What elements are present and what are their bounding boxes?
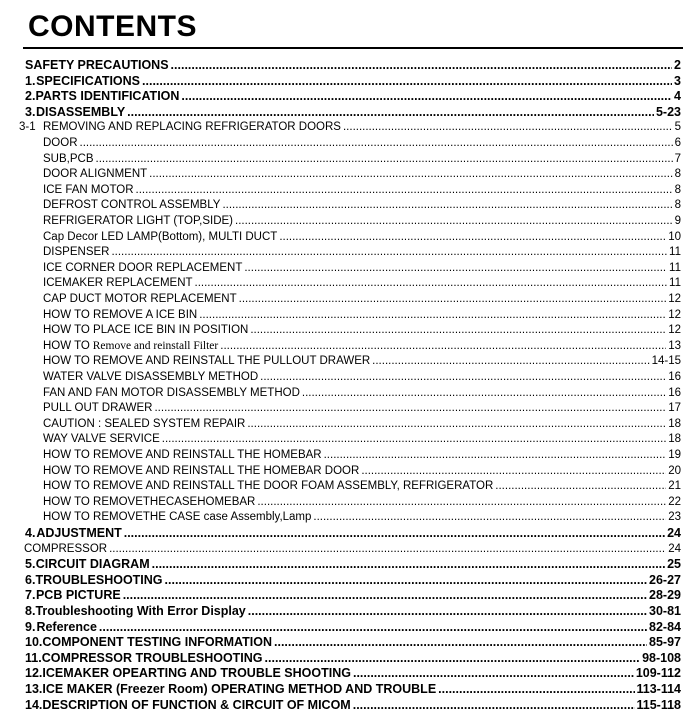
toc-entry-label: Cap Decor LED LAMP(Bottom), MULTI DUCT [43,230,278,243]
toc-entry[interactable] [25,620,681,635]
toc-entry[interactable] [43,230,681,245]
toc-entry-label: Troubleshooting With Error Display [35,604,246,618]
page-number: 9 [674,215,681,227]
section-number: 2. [25,89,36,104]
page-number: 20 [668,464,681,477]
page-number: 16 [668,386,681,399]
dot-leader [265,651,641,666]
dot-leader [244,261,667,276]
section-number: 1. [25,73,36,88]
dot-leader [260,370,666,385]
dot-leader [142,74,672,89]
toc-entry-label: ICE CORNER DOOR REPLACEMENT [43,261,243,274]
dot-leader [152,557,665,572]
dot-leader [313,510,666,525]
dot-leader [195,276,668,291]
section-number: 10. [25,635,43,650]
toc-entry-label: PCB PICTURE [35,588,121,603]
dot-leader [274,635,647,650]
toc-row [0,74,693,89]
page-number: 11 [669,277,681,290]
toc-entry-label: HOW TO REMOVE AND REINSTALL THE DOOR FOAM ASSEMBLY, REFRIGERATOR [43,480,494,493]
dot-leader [99,620,647,635]
section-number: 9. [25,619,36,634]
toc-entry[interactable] [43,120,681,135]
toc-row [0,510,693,525]
section-number: 13. [25,682,43,696]
toc-entry-label: HOW TO REMOVE AND REINSTALL THE PULLOUT DRAWER [43,355,371,368]
page-number: 30-81 [649,604,681,618]
page-number: 28-29 [649,588,681,603]
toc-entry[interactable] [43,136,681,151]
page-number: 23 [668,511,681,524]
toc-row [0,308,693,323]
toc-entry[interactable] [25,604,681,619]
dot-leader [353,666,634,681]
section-number: 3-1 [19,121,36,134]
section-number: 8. [25,604,36,618]
toc-row [0,417,693,432]
toc-entry[interactable] [43,386,681,401]
dot-leader [123,588,647,603]
page-number: 2 [674,58,681,72]
section-number: 14. [25,697,43,712]
toc-row [0,292,693,307]
page-number: 22 [668,495,681,508]
toc-row [0,136,693,151]
toc-entry[interactable] [25,682,681,697]
page-number: 5-23 [655,104,681,119]
toc-row [0,573,693,588]
page-number: 8 [674,183,681,196]
toc-entry[interactable] [25,526,681,541]
toc-row [0,635,693,650]
page-number: 19 [668,449,681,461]
toc-entry[interactable] [43,183,681,198]
page-number: 14-15 [651,355,681,368]
page-number: 13 [668,339,681,352]
toc-row [0,666,693,681]
toc-entry-label: Reference [36,619,97,634]
toc-entry[interactable] [43,354,681,369]
dot-leader [235,214,673,229]
toc-row [0,120,693,135]
page-number: 8 [674,199,681,212]
dot-leader [248,604,647,619]
toc-entry-label: FAN AND FAN MOTOR DISASSEMBLY METHOD [43,386,300,399]
page-number: 18 [668,417,681,430]
page-number: 12 [668,324,681,337]
toc-entry-label: DISPENSER [43,246,110,259]
page-number: 25 [667,557,681,572]
dot-leader [250,323,666,338]
toc-row [0,479,693,494]
toc-entry-label: HOW TO REMOVE AND REINSTALL THE HOMEBAR [43,449,322,461]
page-number: 18 [668,433,681,446]
dot-leader [181,89,672,104]
toc-entry[interactable] [25,666,681,681]
toc-entry[interactable] [43,495,681,510]
toc-row [0,432,693,447]
toc-entry[interactable] [43,308,681,323]
toc-row [0,183,693,198]
toc-entry-label: WATER VALVE DISASSEMBLY METHOD [43,371,259,383]
dot-leader [247,417,666,432]
toc-entry[interactable] [25,698,681,713]
dot-leader [353,698,635,713]
dot-leader [361,464,666,479]
toc-row [0,448,693,463]
toc-entry[interactable] [43,198,681,213]
toc-row [0,651,693,666]
toc-row [0,401,693,416]
dot-leader [302,386,666,401]
dot-leader [372,354,649,369]
toc-entry-label: PULL OUT DRAWER [43,402,153,415]
toc-row [0,167,693,182]
section-number: 3. [25,104,36,119]
dot-leader [96,152,673,167]
toc-entry-label: HOW TO REMOVE AND REINSTALL THE HOMEBAR DOOR [43,464,360,477]
toc-row [0,89,693,104]
toc-entry[interactable] [43,214,681,229]
toc-entry-label: REFRIGERATOR LIGHT (TOP,SIDE) [43,215,233,227]
dot-leader [127,105,654,120]
page-number: 11 [669,246,681,259]
toc-entry-label: CIRCUIT DIAGRAM [35,557,150,572]
dot-leader [165,573,647,588]
toc-entry-label: ICE MAKER (Freezer Room) OPERATING METHOD AND TROUBLE [42,682,437,696]
toc-row [0,230,693,245]
toc-row [0,698,693,713]
toc-entry-label: ICE FAN MOTOR [43,183,134,196]
toc-row [0,339,693,354]
toc-entry[interactable] [43,464,681,479]
dot-leader [279,230,666,245]
toc-row [0,526,693,541]
page-number: 21 [668,480,681,493]
section-number: 12. [25,666,43,681]
toc-entry[interactable] [43,479,681,494]
toc-entry[interactable] [25,89,681,104]
toc-row [0,198,693,213]
dot-leader [222,198,672,213]
toc-row [0,620,693,635]
page-number: 24 [667,526,681,540]
dot-leader [162,432,666,447]
page-number: 5 [674,121,681,134]
dot-leader [324,448,667,463]
page-number: 8 [674,168,681,181]
toc-row [0,464,693,479]
toc-row [0,245,693,260]
dot-leader [343,120,673,135]
page-number: 85-97 [649,635,681,650]
toc-entry[interactable] [43,323,681,338]
toc-entry-label: SPECIFICATIONS [36,73,141,88]
page-number: 26-27 [649,572,681,587]
title-divider [23,47,683,49]
page-title: CONTENTS [28,10,197,43]
toc-entry[interactable] [43,276,681,291]
section-number: 5. [25,557,36,572]
toc-entry-label: CAUTION : SEALED SYSTEM REPAIR [43,417,246,430]
toc-entry[interactable] [43,339,681,354]
toc-entry[interactable] [43,432,681,447]
toc-entry-label: DISASSEMBLY [36,104,126,119]
page-number: 24 [668,542,681,555]
toc-entry-label: PARTS IDENTIFICATION [35,89,180,104]
dot-leader [495,479,666,494]
dot-leader [239,292,667,307]
page-number: 109-112 [635,666,681,681]
toc-entry[interactable] [25,635,681,650]
page-number: 17 [668,402,681,415]
toc-entry[interactable] [25,573,681,588]
toc-entry[interactable] [25,74,681,89]
page-number: 11 [669,261,681,274]
toc-entry[interactable] [43,245,681,260]
toc-entry[interactable] [43,167,681,182]
toc-entry-label: ICEMAKER REPLACEMENT [43,277,193,290]
page-number: 115-118 [636,697,681,712]
toc-entry[interactable] [43,370,681,385]
page-number: 3 [674,73,681,88]
toc-entry[interactable] [43,152,681,167]
toc-row [0,370,693,385]
toc-entry-label: ICEMAKER OPEARTING AND TROUBLE SHOOTING [42,666,351,681]
section-number: 4. [25,526,36,540]
toc-entry[interactable] [43,401,681,416]
dot-leader [438,682,634,697]
toc-entry-label: WAY VALVE SERVICE [43,433,160,446]
dot-leader [149,167,672,182]
toc-row [0,152,693,167]
dot-leader [109,542,666,557]
toc-entry-label: HOW TO PLACE ICE BIN IN POSITION [43,324,249,337]
toc-row [0,214,693,229]
toc-row [0,557,693,572]
dot-leader [111,245,667,260]
toc-entry-label: CAP DUCT MOTOR REPLACEMENT [43,293,237,305]
toc-entry-label: SUB,PCB [43,152,94,165]
toc-entry-label: DEFROST CONTROL ASSEMBLY [43,199,221,212]
toc-entry[interactable] [43,292,681,307]
toc-row [0,604,693,619]
dot-leader [136,183,673,198]
toc-row [0,105,693,120]
dot-leader [220,339,666,354]
toc-entry-label: DOOR [43,137,78,149]
toc-row [0,542,693,557]
toc-entry[interactable] [25,58,681,73]
toc-row [0,682,693,697]
dot-leader [80,136,673,151]
page-number: 4 [674,89,681,104]
toc-entry[interactable] [25,651,681,666]
dot-leader [154,401,666,416]
toc-row [0,588,693,603]
toc-entry[interactable] [43,510,681,525]
dot-leader [124,526,665,541]
toc-entry-label: HOW TO REMOVETHE CASE case Assembly,Lamp [43,511,312,524]
toc-entry[interactable] [43,448,681,463]
toc-entry-label: DESCRIPTION OF FUNCTION & CIRCUIT OF MICOM [42,697,351,712]
toc-entry[interactable] [43,417,681,432]
page-number: 113-114 [636,682,681,696]
dot-leader [257,495,666,510]
toc-entry-label: TROUBLESHOOTING [35,572,163,587]
toc-entry-label: COMPONENT TESTING INFORMATION [42,635,273,650]
toc-entry-label: REMOVING AND REPLACING REFRIGERATOR DOORS [43,121,341,134]
toc-entry-label: HOW TO REMOVETHECASEHOMEBAR [43,495,256,508]
toc-entry-label: DOOR ALIGNMENT [43,168,148,181]
toc-row [0,276,693,291]
toc-row [0,58,693,73]
page-number: 7 [674,152,681,165]
section-number: 11. [25,650,42,665]
page-number: 10 [668,230,681,243]
toc-row [0,323,693,338]
toc-entry[interactable] [24,542,681,557]
page-number: 82-84 [649,619,681,634]
toc-entry-label: HOW TO REMOVE A ICE BIN [43,308,198,321]
dot-leader [199,308,666,323]
page-number: 12 [668,308,681,321]
toc-row [0,261,693,276]
toc-entry[interactable] [25,588,681,603]
section-number: 6. [25,572,36,587]
page-number: 6 [674,137,681,149]
toc-entry-label: SAFETY PRECAUTIONS [25,58,169,72]
toc-entry[interactable] [43,261,681,276]
toc-row [0,386,693,401]
section-number: 7. [25,588,36,603]
toc-row [0,354,693,369]
toc-entry[interactable] [25,557,681,572]
toc-row [0,495,693,510]
toc-entry-label: COMPRESSOR TROUBLESHOOTING [41,650,263,665]
toc-entry-label: COMPRESSOR [24,542,108,555]
toc-entry[interactable] [25,105,681,120]
dot-leader [171,58,673,73]
page-number: 98-108 [642,650,681,665]
toc-entry-label: ADJUSTMENT [36,526,122,540]
page-number: 12 [668,293,681,305]
page-number: 16 [668,371,681,383]
toc-entry-label: HOW TO Remove and reinstall Filter [43,339,219,352]
